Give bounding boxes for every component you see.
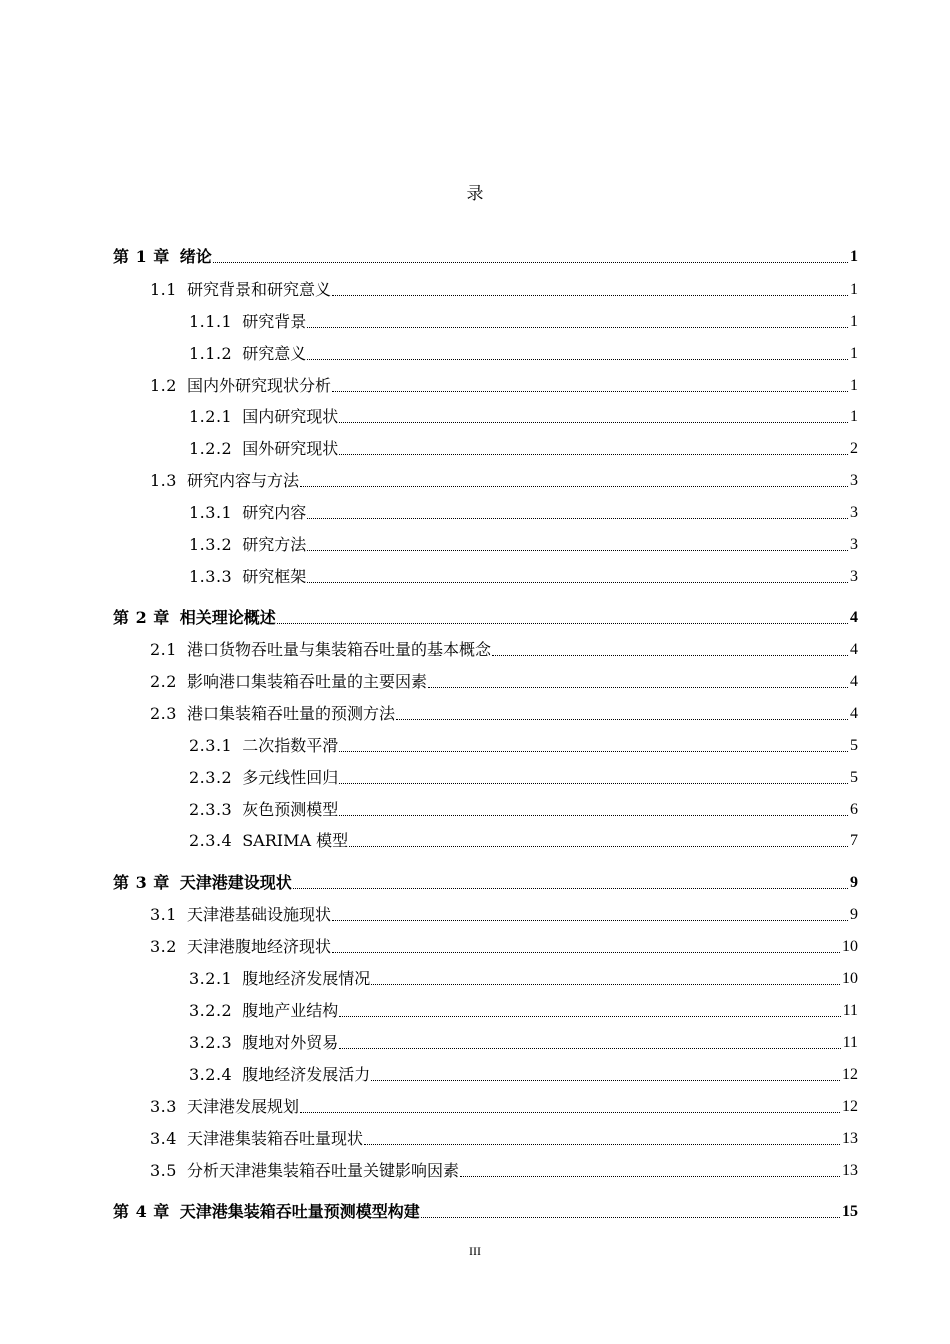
toc-title: 港口货物吞吐量与集装箱吞吐量的基本概念 (186, 640, 491, 659)
dot-leader (307, 550, 848, 551)
dot-leader (339, 815, 848, 816)
toc-entry[interactable] (0, 735, 950, 759)
toc-number: 3.5 (150, 1161, 177, 1180)
toc-number: 3.1 (150, 905, 177, 924)
toc-entry-chapter-2[interactable] (0, 607, 950, 631)
toc-entry[interactable] (0, 534, 950, 558)
toc-number: 2.3.2 (189, 768, 233, 787)
page-number-footer: III (469, 1244, 481, 1258)
toc-number: 第 1 章 (113, 247, 170, 266)
toc-number: 1.2 (150, 376, 177, 395)
dot-leader (492, 655, 848, 656)
page-title: 录 (466, 184, 484, 204)
toc-page: 4 (850, 609, 858, 626)
toc-number: 1.3.2 (189, 535, 233, 554)
toc-entry[interactable] (0, 799, 950, 823)
toc-entry[interactable] (0, 470, 950, 494)
toc-entry[interactable] (0, 438, 950, 462)
toc-entry[interactable] (0, 968, 950, 992)
toc-number: 3.4 (150, 1129, 177, 1148)
dot-leader (300, 1112, 840, 1113)
dot-leader (371, 1080, 840, 1081)
toc-page: 4 (850, 673, 858, 690)
toc-number: 1.1.2 (189, 344, 233, 363)
toc-title: 国内研究现状 (242, 407, 339, 426)
toc-page: 1 (850, 408, 858, 425)
toc-page: 7 (850, 832, 858, 849)
dot-leader (307, 518, 848, 519)
toc-entry[interactable] (0, 904, 950, 928)
toc-page: 12 (842, 1066, 858, 1083)
toc-entry[interactable] (0, 1064, 950, 1088)
toc-number: 1.1 (150, 280, 177, 299)
toc-title: 多元线性回归 (242, 768, 339, 787)
toc-number: 2.3.4 (189, 831, 233, 850)
dot-leader (421, 1217, 840, 1218)
toc-page: 11 (842, 1034, 858, 1051)
toc-page: 3 (850, 472, 858, 489)
toc-number: 第 2 章 (113, 608, 170, 627)
dot-leader (307, 359, 848, 360)
dot-leader (460, 1176, 840, 1177)
toc-number: 第 4 章 (113, 1202, 170, 1221)
dot-leader (396, 719, 848, 720)
toc-page: 11 (842, 1002, 858, 1019)
toc-title: 天津港集装箱吞吐量预测模型构建 (179, 1202, 420, 1221)
toc-title: 腹地经济发展情况 (242, 969, 371, 988)
toc-title: 研究框架 (242, 567, 307, 586)
toc-title: 天津港腹地经济现状 (186, 937, 331, 956)
toc-page: 6 (850, 801, 858, 818)
toc-entry[interactable] (0, 375, 950, 399)
toc-title: 天津港发展规划 (186, 1097, 299, 1116)
toc-title: 研究意义 (242, 344, 307, 363)
toc-title: 天津港建设现状 (179, 873, 292, 892)
toc-number: 2.3 (150, 704, 177, 723)
toc-entry[interactable] (0, 671, 950, 695)
dot-leader (339, 783, 848, 784)
toc-title: 研究背景 (242, 312, 307, 331)
toc-page: 1 (850, 377, 858, 394)
toc-number: 1.2.1 (189, 407, 233, 426)
toc-number: 1.1.1 (189, 312, 233, 331)
toc-number: 3.2.2 (189, 1001, 233, 1020)
toc-page: 3 (850, 568, 858, 585)
dot-leader (213, 262, 848, 263)
dot-leader (349, 846, 848, 847)
toc-number: 1.2.2 (189, 439, 233, 458)
toc-page: 5 (850, 737, 858, 754)
toc-entry[interactable] (0, 1032, 950, 1056)
dot-leader (339, 1048, 840, 1049)
dot-leader (339, 454, 848, 455)
toc-page: 1 (850, 345, 858, 362)
dot-leader (332, 952, 840, 953)
toc-title: 研究方法 (242, 535, 307, 554)
toc-page: 9 (850, 906, 858, 923)
toc-number: 1.3.3 (189, 567, 233, 586)
dot-leader (307, 582, 848, 583)
toc-entry[interactable] (0, 767, 950, 791)
toc-title: 腹地对外贸易 (242, 1033, 339, 1052)
toc-title: 分析天津港集装箱吞吐量关键影响因素 (186, 1161, 459, 1180)
toc-number: 2.1 (150, 640, 177, 659)
toc-entry[interactable] (0, 406, 950, 430)
dot-leader (293, 888, 848, 889)
toc-entry[interactable] (0, 279, 950, 303)
toc-number: 3.2.4 (189, 1065, 233, 1084)
toc-entry[interactable] (0, 703, 950, 727)
toc-page: 12 (842, 1098, 858, 1115)
toc-title: 腹地经济发展活力 (242, 1065, 371, 1084)
toc-title: 国内外研究现状分析 (186, 376, 331, 395)
dot-leader (339, 751, 848, 752)
dot-leader (332, 391, 848, 392)
toc-title: 天津港基础设施现状 (186, 905, 331, 924)
toc-page: 13 (842, 1162, 858, 1179)
toc-entry[interactable] (0, 1000, 950, 1024)
toc-entry[interactable] (0, 566, 950, 590)
dot-leader (307, 327, 848, 328)
toc-number: 2.2 (150, 672, 177, 691)
toc-title: 灰色预测模型 (242, 800, 339, 819)
toc-title: 绪论 (179, 247, 212, 266)
toc-page: 1 (850, 281, 858, 298)
toc-title: 研究内容与方法 (186, 471, 299, 490)
toc-entry[interactable] (0, 936, 950, 960)
toc-number: 3.2 (150, 937, 177, 956)
toc-page: 4 (850, 641, 858, 658)
dot-leader (332, 920, 848, 921)
toc-entry[interactable] (0, 1128, 950, 1152)
toc-title: 天津港集装箱吞吐量现状 (186, 1129, 363, 1148)
toc-entry-chapter-1[interactable] (0, 246, 950, 270)
toc-title: 相关理论概述 (179, 608, 276, 627)
toc-page: 2 (850, 440, 858, 457)
toc-page: 15 (842, 1203, 858, 1220)
dot-leader (339, 1016, 840, 1017)
toc-title: 腹地产业结构 (242, 1001, 339, 1020)
toc-number: 3.2.3 (189, 1033, 233, 1052)
toc-title: 研究背景和研究意义 (186, 280, 331, 299)
toc-entry-chapter-4[interactable] (0, 1201, 950, 1225)
toc-title: 影响港口集装箱吞吐量的主要因素 (186, 672, 427, 691)
dot-leader (428, 687, 848, 688)
toc-page: 13 (842, 1130, 858, 1147)
toc-number: 1.3 (150, 471, 177, 490)
toc-number: 3.3 (150, 1097, 177, 1116)
toc-title: 二次指数平滑 (242, 736, 339, 755)
toc-page: 10 (842, 938, 858, 955)
toc-entry[interactable] (0, 311, 950, 335)
toc-title: 国外研究现状 (242, 439, 339, 458)
toc-page: 4 (850, 705, 858, 722)
dot-leader (300, 486, 848, 487)
dot-leader (277, 623, 848, 624)
toc-entry[interactable] (0, 830, 950, 854)
toc-title: SARIMA 模型 (242, 831, 349, 850)
toc-page: 9 (850, 874, 858, 891)
dot-leader (364, 1144, 840, 1145)
toc-number: 第 3 章 (113, 873, 170, 892)
toc-number: 1.3.1 (189, 503, 233, 522)
toc-number: 3.2.1 (189, 969, 233, 988)
toc-entry[interactable] (0, 343, 950, 367)
toc-page: 1 (850, 313, 858, 330)
toc-page: 10 (842, 970, 858, 987)
toc-title: 研究内容 (242, 503, 307, 522)
dot-leader (371, 984, 840, 985)
dot-leader (339, 422, 848, 423)
toc-entry[interactable] (0, 1096, 950, 1120)
dot-leader (332, 295, 848, 296)
toc-entry[interactable] (0, 1160, 950, 1184)
toc-number: 2.3.3 (189, 800, 233, 819)
toc-entry-chapter-3[interactable] (0, 872, 950, 896)
toc-page: 5 (850, 769, 858, 786)
toc-page: 1 (850, 248, 858, 265)
toc-entry[interactable] (0, 639, 950, 663)
toc-page: 3 (850, 536, 858, 553)
toc-title: 港口集装箱吞吐量的预测方法 (186, 704, 395, 723)
toc-number: 2.3.1 (189, 736, 233, 755)
toc-page: 3 (850, 504, 858, 521)
toc-entry[interactable] (0, 502, 950, 526)
